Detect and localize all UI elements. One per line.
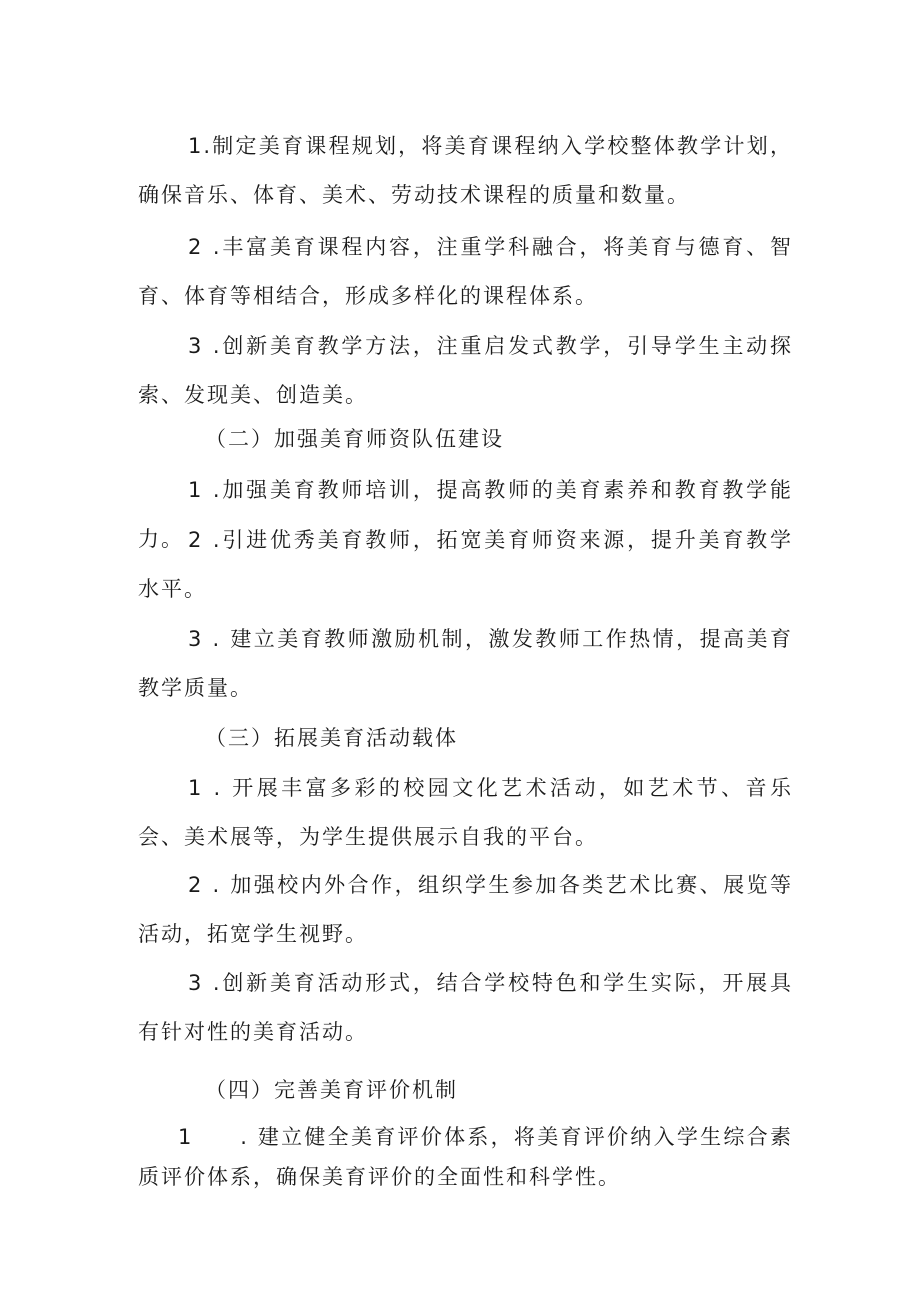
paragraph-s1-item1: 1.制定美育课程规划，将美育课程纳入学校整体教学计划，确保音乐、体育、美术、劳动技术课程的质量和数量。 — [138, 134, 793, 207]
section-heading-4: （四）完善美育评价机制 — [205, 1078, 458, 1102]
paragraph-s4-item1: 1 . 建立健全美育评价体系，将美育评价纳入学生综合素质评价体系，确保美育评价的全面性和科学性。 — [138, 1125, 793, 1189]
section-heading-3: （三）拓展美育活动载体 — [205, 726, 458, 750]
paragraph-s2-item3: 3 . 建立美育教师激励机制，激发教师工作热情，提高美育教学质量。 — [138, 627, 793, 700]
paragraph-s1-item2: 2 .丰富美育课程内容，注重学科融合，将美育与德育、智育、体育等相结合，形成多样化的课程体系。 — [138, 235, 793, 308]
paragraph-s3-item3: 3 .创新美育活动形式，结合学校特色和学生实际，开展具有针对性的美育活动。 — [138, 971, 793, 1044]
section-heading-2: （二）加强美育师资队伍建设 — [205, 427, 504, 451]
paragraph-s2-item1: 1 .加强美育教师培训，提高教师的美育素养和教育教学能力。 — [138, 478, 793, 551]
paragraph-s3-item1: 1 . 开展丰富多彩的校园文化艺术活动，如艺术节、音乐会、美术展等，为学生提供展示自我的平台。 — [138, 776, 793, 849]
paragraph-s2-item2: 2 .引进优秀美育教师，拓宽美育师资来源，提升美育教学水平。 — [138, 528, 793, 601]
paragraph-s1-item3: 3 .创新美育教学方法，注重启发式教学，引导学生主动探索、发现美、创造美。 — [138, 334, 793, 407]
paragraph-s3-item2: 2 . 加强校内外合作，组织学生参加各类艺术比赛、展览等活动，拓宽学生视野。 — [138, 873, 793, 946]
